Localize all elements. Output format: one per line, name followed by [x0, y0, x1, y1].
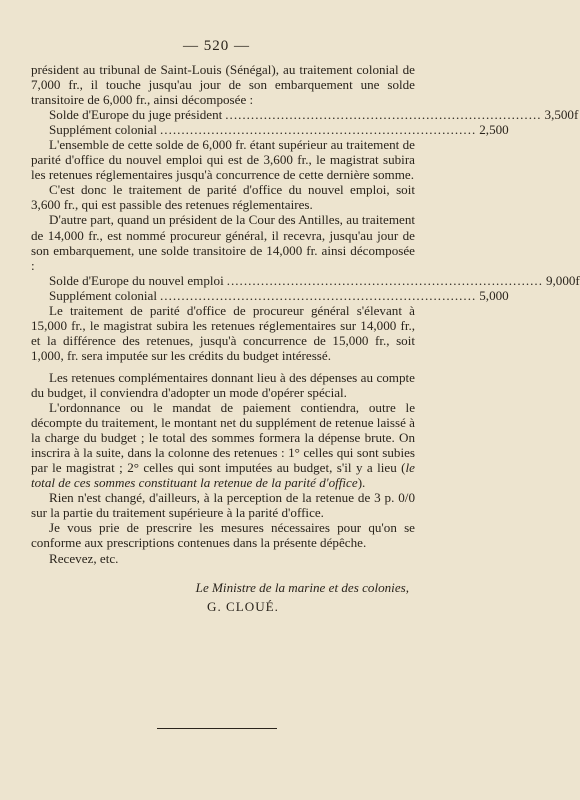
leader-dots: .......................................................................... [160, 287, 477, 303]
table-row [31, 272, 580, 288]
row-label: Solde d'Europe du nouvel emploi [49, 272, 224, 288]
leader-dots: .......................................................................... [226, 272, 543, 288]
paragraph-3: C'est donc le traitement de parité d'office du nouvel emploi, soit 3,600 fr., qui est passible des retenues réglementaires. [31, 182, 415, 213]
paragraph-7-italic: le total de ces sommes constituant la retenue de la parité d'office [31, 460, 415, 491]
row-label: Solde d'Europe du juge président [49, 107, 223, 123]
paragraph-1: président au tribunal de Saint-Louis (Sénégal), au traitement colonial de 7,000 fr., il touche jusqu'au jour de son embarquement une solde transitoire de 6,000 fr., ainsi décomposée : [31, 62, 415, 108]
paragraph-8: Rien n'est changé, d'ailleurs, à la perception de la retenue de 3 p. 0/0 sur la partie du traitement supérieure à la parité d'office. [31, 490, 415, 521]
paragraph-2: L'ensemble de cette solde de 6,000 fr. étant supérieur au traitement de parité d'office du nouvel emploi qui est de 3,600 fr., le magistrat subira les retenues réglementaires jusqu'à concurrence de cette dernière somme. [31, 137, 415, 183]
table-row [31, 287, 509, 303]
paragraph-4: D'autre part, quand un président de la Cour des Antilles, au traitement de 14,000 fr., est nommé procureur général, il recevra, jusqu'au jour de son embarquement, une solde transitoire de 14,000 fr. ainsi décomposée : [31, 212, 415, 273]
row-amount: 9,000f [545, 272, 580, 288]
paragraph-7 [31, 400, 415, 490]
leader-dots: .......................................................................... [225, 107, 542, 123]
table-row [31, 107, 579, 123]
paragraph-9: Je vous prie de prescrire les mesures nécessaires pour qu'on se conforme aux prescriptions contenues dans la présente dépêche. [31, 520, 415, 551]
row-amount: 2,500 [479, 122, 509, 138]
document-body [31, 62, 580, 614]
table-row [31, 122, 509, 138]
signature-title: Le Ministre de la marine et des colonies, [195, 579, 409, 595]
row-amount: 5,000 [479, 287, 509, 303]
row-label: Supplément colonial [49, 122, 158, 138]
signature-name: G. CLOUÉ. [207, 598, 279, 614]
row-label: Supplément colonial [49, 287, 158, 303]
page-number: — 520 — [183, 38, 250, 54]
leader-dots: .......................................................................... [160, 122, 477, 138]
paragraph-7-end: ). [357, 475, 366, 491]
paragraph-5: Le traitement de parité d'office de procureur général s'élevant à 15,000 fr., le magistrat subira les retenues réglementaires sur 14,000 fr., et la différence des retenues, jusqu'à concurrence de 15,000 fr., soit 1,000, fr. sera imputée sur les crédits du budget intéressé. [31, 302, 415, 363]
paragraph-7-text: L'ordonnance ou le mandat de paiement contiendra, outre le décompte du traitement, le montant net du supplément de retenue laissé à la charge du budget ; le total des sommes formera la dépense brute. On inscrira à la suite, dans la colonne des retenues : 1° celles qui sont subies par le magistrat ; 2° celles qui sont imputées au budget, s'il y a lieu ( [31, 400, 415, 476]
closing-rule [157, 728, 277, 729]
paragraph-6: Les retenues complémentaires donnant lieu à des dépenses au compte du budget, il conviendra d'adopter un mode d'opérer spécial. [31, 369, 415, 400]
row-amount: 3,500f [544, 107, 579, 123]
paragraph-10: Recevez, etc. [49, 550, 119, 566]
